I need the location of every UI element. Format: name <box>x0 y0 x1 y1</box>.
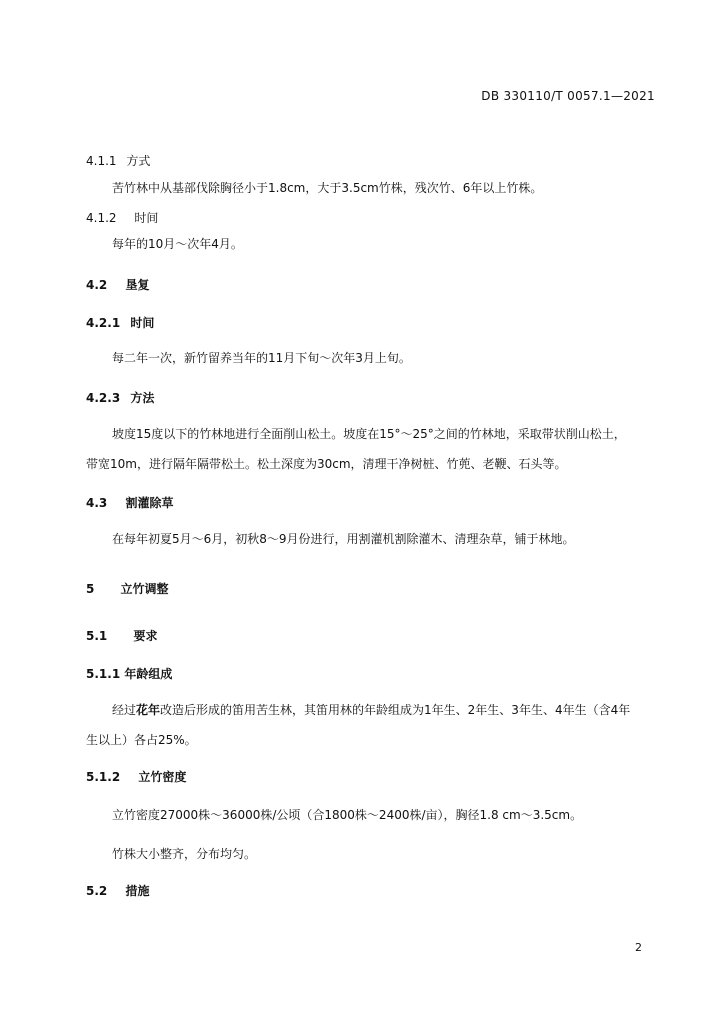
heading-5-2 <box>86 882 149 899</box>
section-title: 立竹调整 <box>120 582 169 596</box>
paragraph-4-1-1: 苦竹林中从基部伐除胸径小于1.8cm，大于3.5cm竹株，残次竹、6年以上竹株。 <box>112 181 543 195</box>
section-number: 4.2.3 <box>86 391 121 405</box>
paragraph-5-1-1-line-1 <box>112 695 682 725</box>
paragraph-5-1-2-line-1: 立竹密度27000株～36000株/公顷（合1800株～2400株/亩），胸径1.8 cm～3.5cm。 <box>112 808 583 822</box>
heading-5-1 <box>86 627 157 644</box>
section-title: 割灌除草 <box>125 496 174 510</box>
section-number: 5.1.2 <box>86 770 121 784</box>
paragraph-4-1-2: 每年的10月～次年4月。 <box>112 237 243 251</box>
paragraph-5-1-2-line-2: 竹株大小整齐，分布均匀。 <box>112 847 257 861</box>
section-number: 4.1.2 <box>86 211 117 225</box>
heading-4-2-3 <box>86 389 154 406</box>
section-number: 4.2 <box>86 278 108 292</box>
section-title: 立竹密度 <box>138 770 187 784</box>
heading-4-2 <box>86 276 149 293</box>
text-run: 改造后形成的笛用苦生林，其笛用林的年龄组成为1年生、2年生、3年生、4年生（含4年 <box>160 703 631 717</box>
section-number: 5.1 <box>86 629 108 643</box>
section-title: 措施 <box>125 884 150 898</box>
section-title: 方法 <box>130 391 155 405</box>
section-title: 要求 <box>133 629 158 643</box>
section-number: 5 <box>86 582 95 596</box>
paragraph-4-2-3-line-2: 带宽10m，进行隔年隔带松土。松土深度为30cm，清理干净树桩、竹蔸、老鞭、石头等。 <box>86 457 567 471</box>
heading-4-3 <box>86 494 173 511</box>
section-title: 垦复 <box>125 278 150 292</box>
section-title: 方式 <box>126 154 151 168</box>
section-title: 年龄组成 <box>124 667 173 681</box>
text-run-bold: 花年 <box>136 703 161 717</box>
section-number: 4.1.1 <box>86 154 117 168</box>
heading-4-1-2 <box>86 209 158 226</box>
section-number: 5.1.1 <box>86 667 121 681</box>
heading-5-1-2 <box>86 768 186 785</box>
heading-4-1-1 <box>86 152 150 169</box>
heading-5-1-1 <box>86 665 172 682</box>
section-title: 时间 <box>130 316 155 330</box>
paragraph-5-1-1-line-2: 生以上）各占25%。 <box>86 733 197 747</box>
paragraph-4-2-3-line-1: 坡度15度以下的竹林地进行全面削山松土。坡度在15°～25°之间的竹林地，采取带状削山松土， <box>112 427 626 441</box>
document-code: DB 330110/T 0057.1—2021 <box>481 89 655 103</box>
heading-4-2-1 <box>86 314 154 331</box>
paragraph-4-3: 在每年初夏5月～6月，初秋8～9月份进行，用割灌机割除灌木、清理杂草，铺于林地。 <box>112 532 575 546</box>
section-number: 5.2 <box>86 884 108 898</box>
section-number: 4.3 <box>86 496 108 510</box>
page-number: 2 <box>635 941 642 954</box>
text-run: 经过 <box>112 703 137 717</box>
section-number: 4.2.1 <box>86 316 121 330</box>
section-title: 时间 <box>134 211 159 225</box>
paragraph-4-2-1: 每二年一次，新竹留养当年的11月下旬～次年3月上旬。 <box>112 351 411 365</box>
heading-5 <box>86 580 169 597</box>
